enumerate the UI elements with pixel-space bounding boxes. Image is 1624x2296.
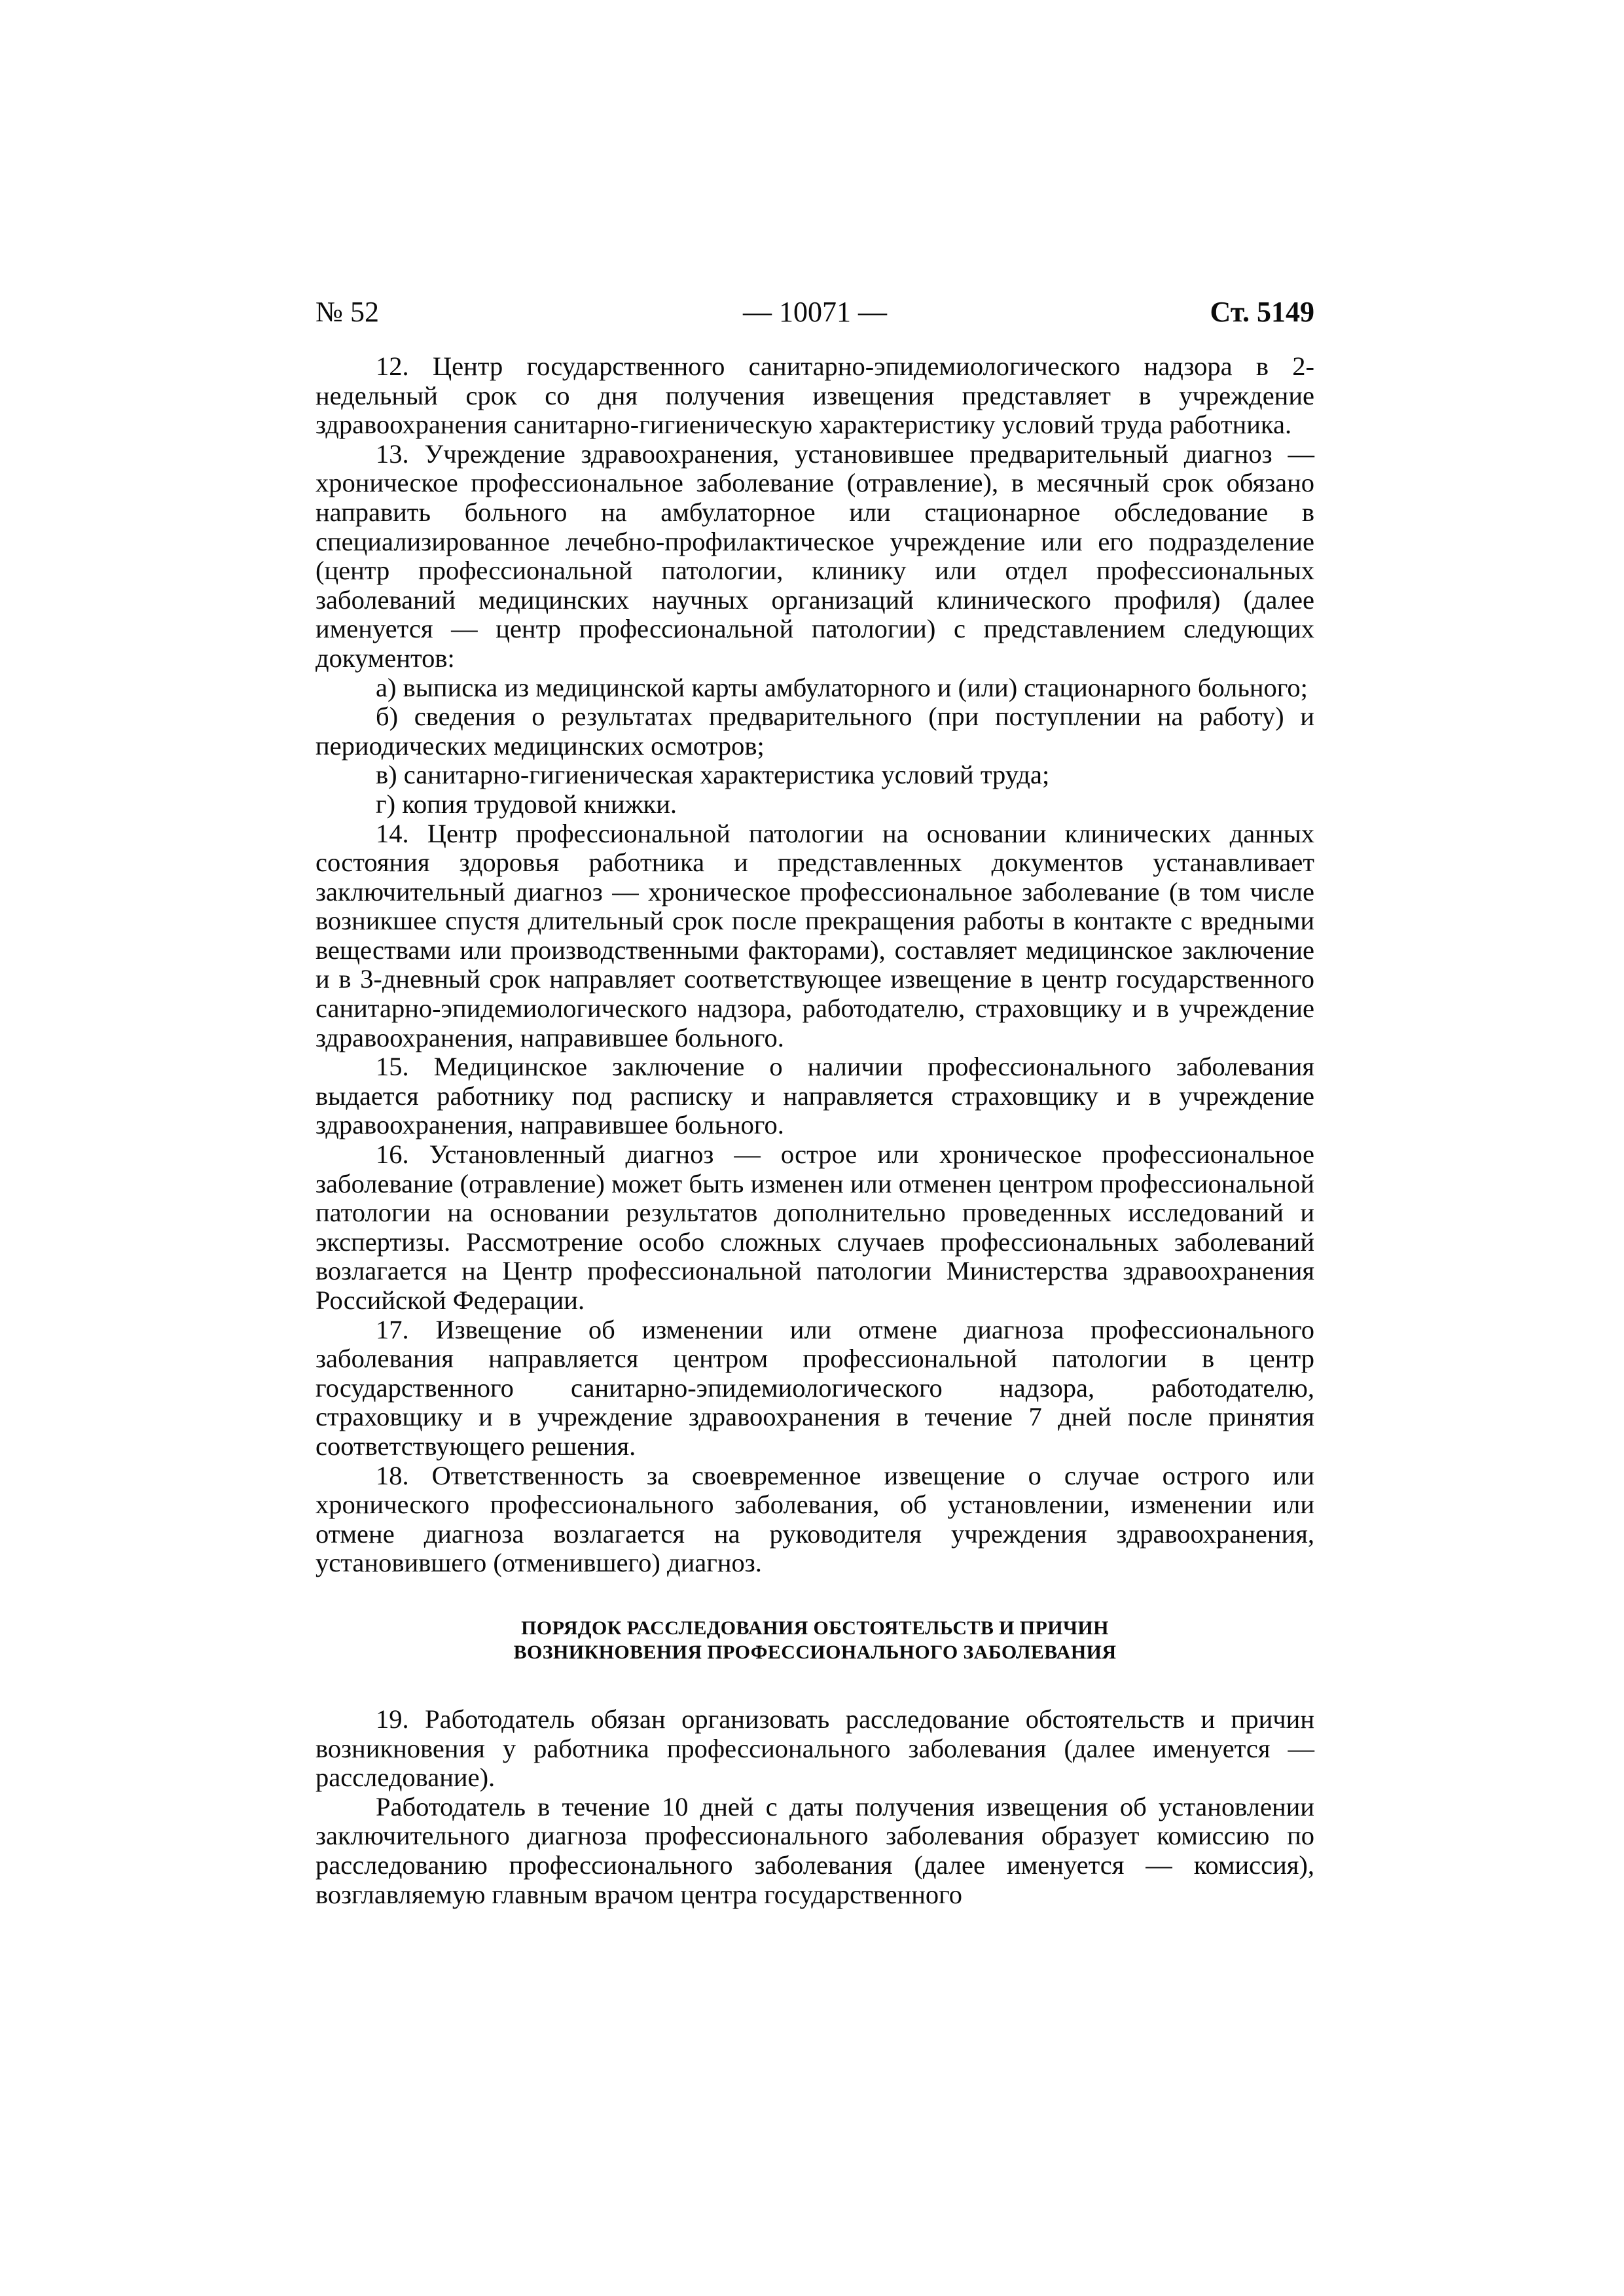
paragraph-17: 17. Извещение об изменении или отмене диагноза профессионального заболевания направляется центром профессиональной патологии в центр государственного санитарно-эпидемиологического надзора, работодателю, страховщику и в учреждение здравоохранения в течение 7 дней после принятия соответствующего решения.: [316, 1314, 1314, 1461]
paragraph-14: 14. Центр профессиональной патологии на основании клинических данных состояния здоровья работника и представленных документов устанавливает заключительный диагноз — хроническое профессиональное заболевание (в том числе возникшее спустя длительный срок после прекращения работы в контакте с вредными веществами или производственными факторами), составляет медицинское заключение и в 3-дневный срок направляет соответствующее извещение в центр государственного санитарно-эпидемиологического надзора, работодателю, страховщику и в учреждение здравоохранения, направившее больного.: [316, 818, 1314, 1052]
issue-number: № 52: [316, 296, 379, 328]
paragraph-15: 15. Медицинское заключение о наличии профессионального заболевания выдается работнику под расписку и направляется страховщику и в учреждение здравоохранения, направившее больного.: [316, 1052, 1314, 1140]
section-heading-line-2: ВОЗНИКНОВЕНИЯ ПРОФЕССИОНАЛЬНОГО ЗАБОЛЕВАНИЯ: [513, 1641, 1117, 1663]
list-item-v: в) санитарно-гигиеническая характеристика условий труда;: [376, 760, 1050, 790]
paragraph-18: 18. Ответственность за своевременное извещение о случае острого или хронического профессионального заболевания, об установлении, изменении или отмене диагноза возлагается на руководителя учреждения здравоохранения, установившего (отменившего) диагноз.: [316, 1460, 1314, 1578]
page-number: — 10071 —: [743, 296, 887, 328]
article-number: Ст. 5149: [1210, 296, 1314, 328]
page-header: [316, 293, 1314, 332]
paragraph-19-cont: Работодатель в течение 10 дней с даты получения извещения об установлении заключительного диагноза профессионального заболевания образует комиссию по расследованию профессионального заболевания (далее именуется — комиссия), возглавляемую главным врачом центра государственного: [316, 1791, 1314, 1909]
list-item-a: а) выписка из медицинской карты амбулаторного и (или) стационарного больного;: [376, 672, 1308, 702]
paragraph-13: 13. Учреждение здравоохранения, установившее предварительный диагноз — хроническое профессиональное заболевание (отравление), в месячный срок обязано направить больного на амбулаторное или стационарное обследование в специализированное лечебно-профилактическое учреждение или его подразделение (центр профессиональной патологии, клинику или отдел профессиональных заболеваний медицинских научных организаций клинического профиля) (далее именуется — центр профессиональной патологии) с представлением следующих документов:: [316, 439, 1314, 673]
section-heading-line-1: ПОРЯДОК РАССЛЕДОВАНИЯ ОБСТОЯТЕЛЬСТВ И ПРИЧИН: [521, 1617, 1109, 1639]
document-body: [316, 352, 1314, 1909]
list-item-b: б) сведения о результатах предварительного (при поступлении на работу) и периодических медицинских осмотров;: [316, 702, 1314, 761]
paragraph-19: 19. Работодатель обязан организовать расследование обстоятельств и причин возникновения у работника профессионального заболевания (далее именуется — расследование).: [316, 1704, 1314, 1793]
section-heading: [316, 1616, 1314, 1664]
list-item-g: г) копия трудовой книжки.: [376, 789, 677, 819]
paragraph-16: 16. Установленный диагноз — острое или хроническое профессиональное заболевание (отравление) может быть изменен или отменен центром профессиональной патологии на основании результатов дополнительно проведенных исследований и экспертизы. Рассмотрение особо сложных случаев профессиональных заболеваний возлагается на Центр профессиональной патологии Министерства здравоохранения Российской Федерации.: [316, 1139, 1314, 1315]
paragraph-12: 12. Центр государственного санитарно-эпидемиологического надзора в 2-недельный срок со дня получения извещения представляет в учреждение здравоохранения санитарно-гигиеническую характеристику условий труда работника.: [316, 351, 1314, 440]
